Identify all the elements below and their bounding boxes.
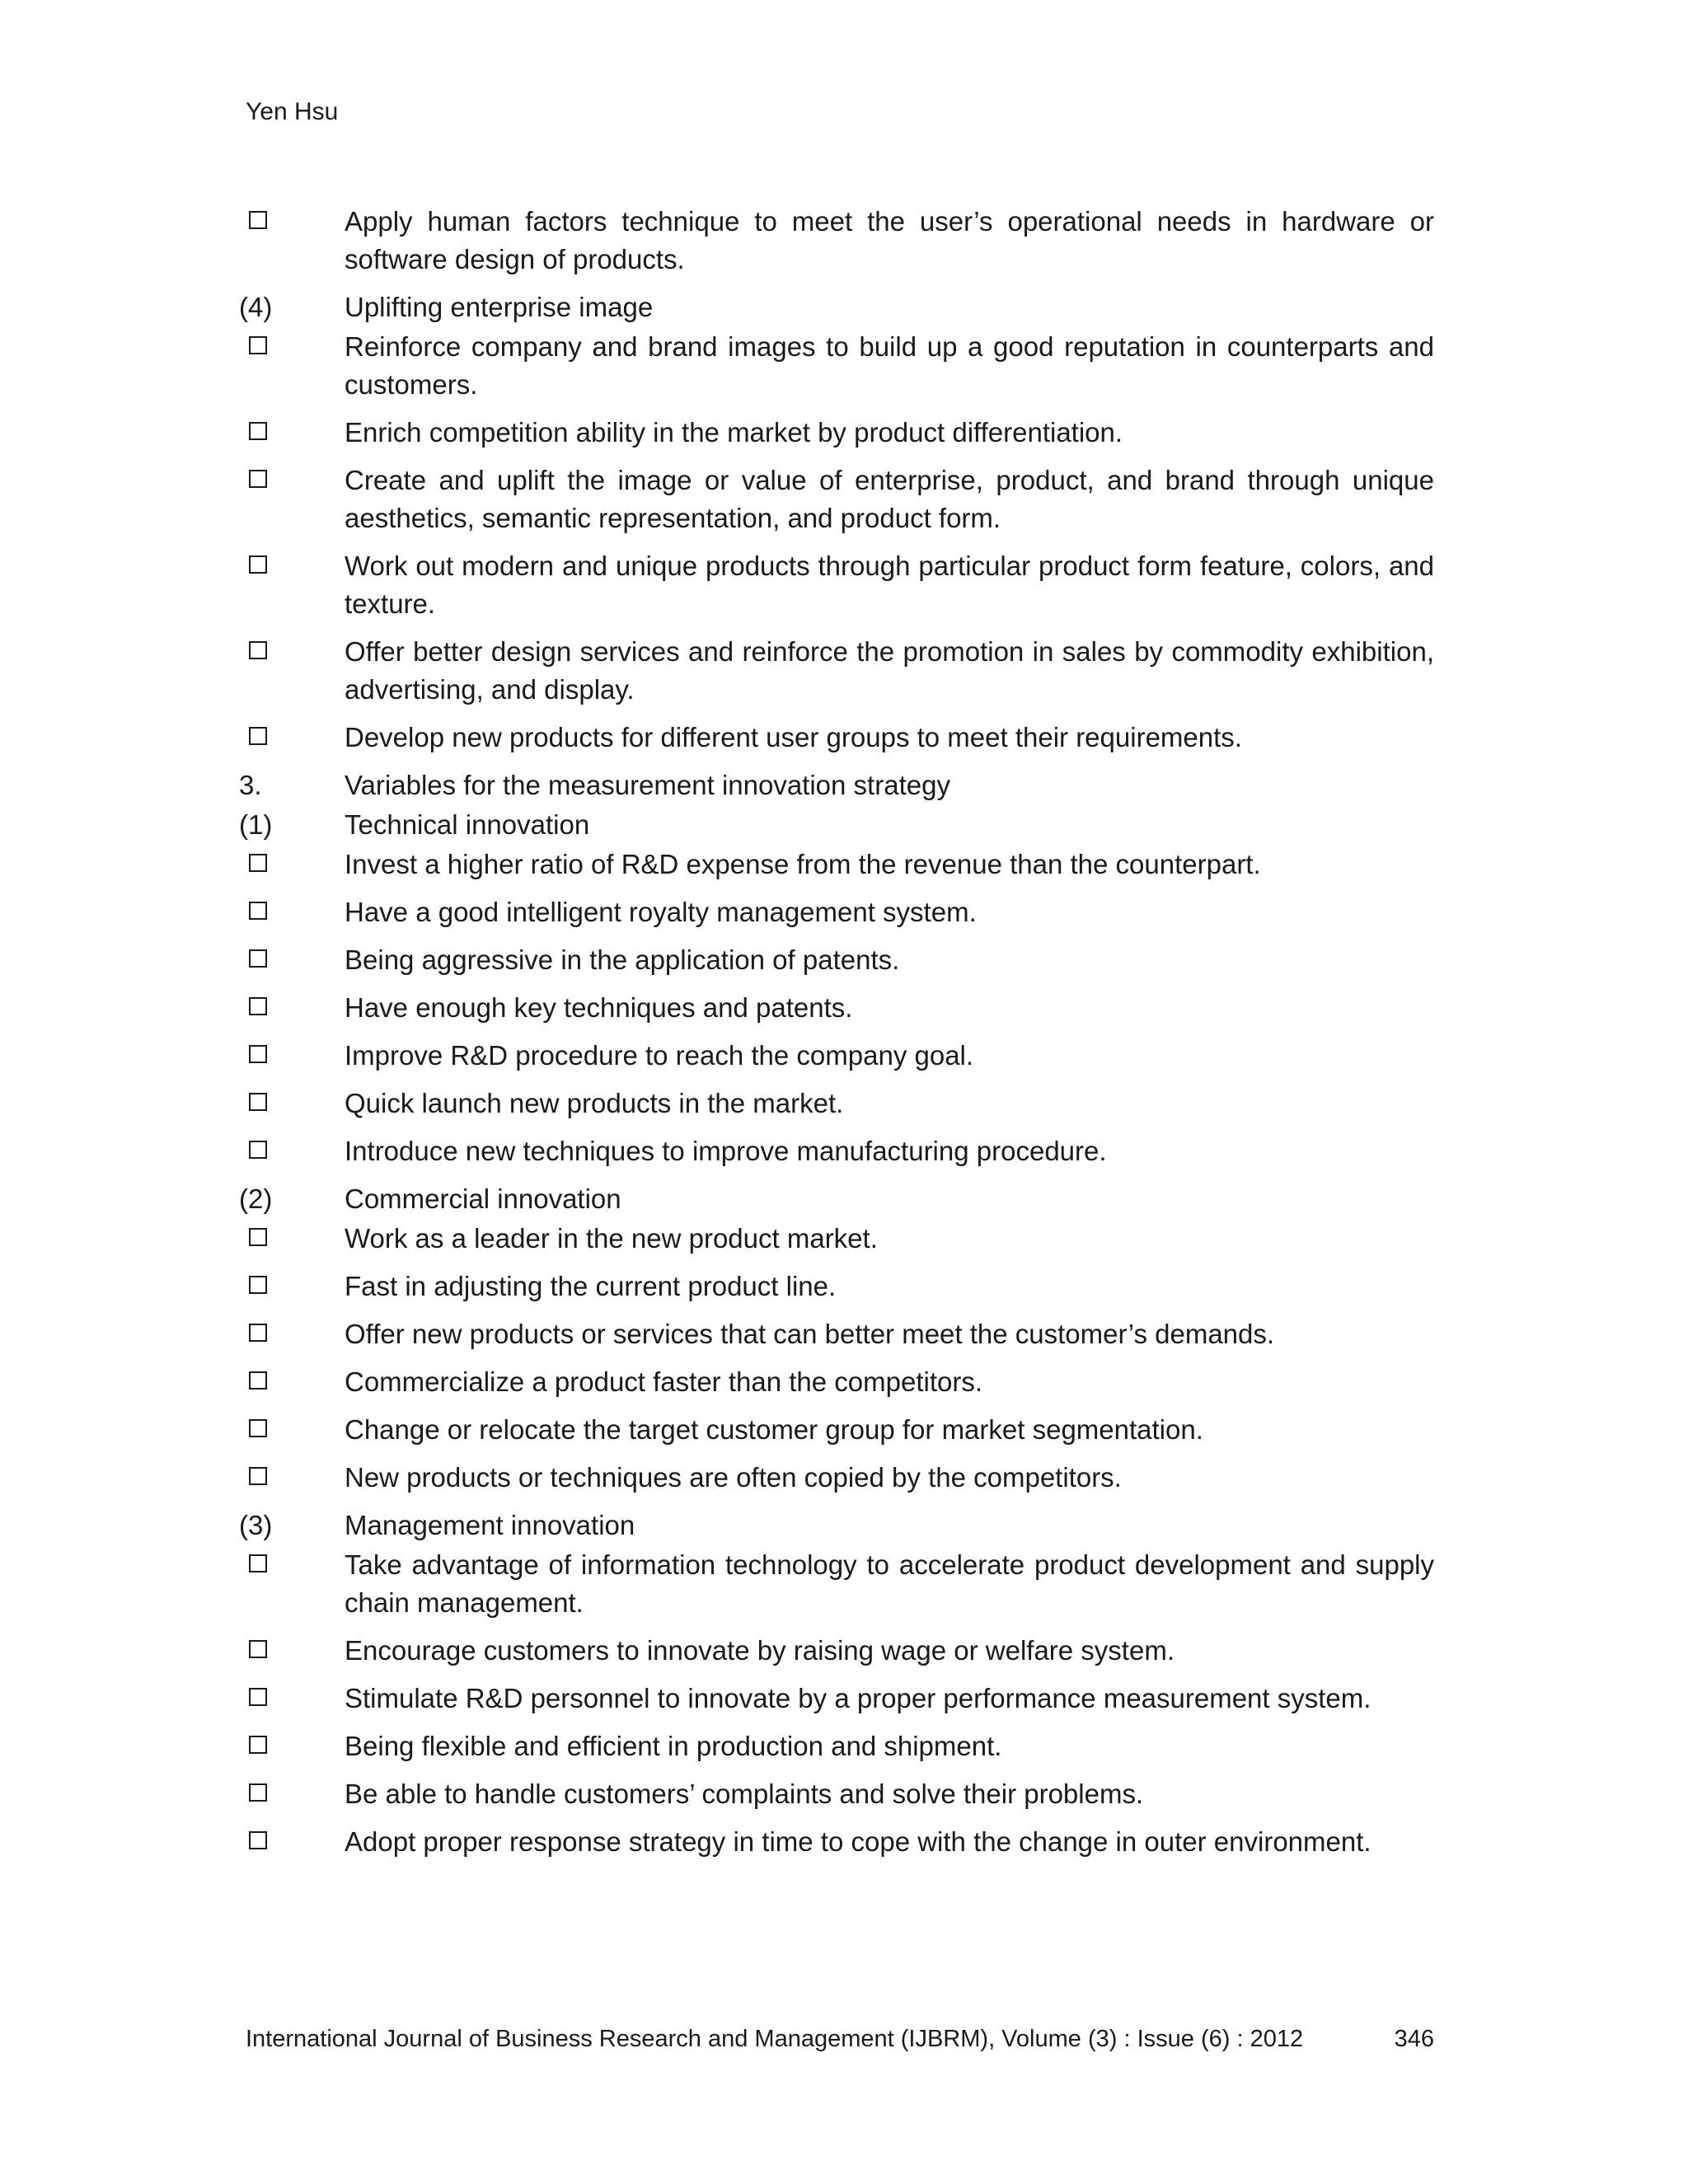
checkbox-list-item (246, 547, 1434, 623)
checkbox-list-item (246, 1268, 1434, 1305)
empty-checkbox-icon (249, 1141, 267, 1159)
checkbox-marker (246, 1037, 298, 1075)
empty-checkbox-icon (249, 1688, 267, 1706)
checkbox-list-item (246, 989, 1434, 1027)
list-item-text: Being aggressive in the application of patents. (345, 944, 900, 975)
checkbox-list-item (246, 1315, 1434, 1353)
empty-checkbox-icon (249, 1371, 267, 1390)
checkbox-list-item (246, 633, 1434, 709)
checkbox-list-item (246, 719, 1434, 757)
list-item-text: Change or relocate the target customer group for market segmentation. (345, 1414, 1203, 1445)
checkbox-marker (246, 633, 298, 671)
list-item-text: Create and uplift the image or value of enterprise, product, and brand through unique aesthetics, semantic representation, and product form. (345, 465, 1434, 533)
empty-checkbox-icon (249, 1419, 267, 1437)
list-item-text: Adopt proper response strategy in time to cope with the change in outer environment. (345, 1826, 1372, 1857)
section-heading (239, 1180, 1434, 1218)
empty-checkbox-icon (249, 555, 267, 574)
checkbox-list-item (246, 203, 1434, 279)
list-item-text: Enrich competition ability in the market by product differentiation. (345, 417, 1123, 448)
empty-checkbox-icon (249, 1736, 267, 1754)
heading-text: Commercial innovation (345, 1183, 621, 1214)
checkbox-list-item (246, 1680, 1434, 1718)
checkbox-marker (246, 1268, 298, 1305)
empty-checkbox-icon (249, 1554, 267, 1572)
checkbox-marker (246, 846, 298, 883)
checkbox-marker (246, 547, 298, 585)
checkbox-marker (246, 1632, 298, 1670)
section-heading (239, 1507, 1434, 1544)
empty-checkbox-icon (249, 1228, 267, 1246)
checkbox-marker (246, 1546, 298, 1584)
heading-number: (3) (239, 1510, 273, 1540)
list-item-text: Offer better design services and reinforce the promotion in sales by commodity exhibition, advertising, and display. (345, 636, 1434, 705)
footer-journal-citation: International Journal of Business Research and Management (IJBRM), Volume (3) : Issue (6) : 2012 (246, 2026, 1304, 2052)
checkbox-list-item (246, 893, 1434, 931)
list-item-text: Quick launch new products in the market. (345, 1088, 844, 1118)
heading-text: Variables for the measurement innovation strategy (345, 770, 950, 800)
checkbox-marker (246, 1823, 298, 1861)
checkbox-list-item (246, 414, 1434, 452)
heading-number: 3. (239, 770, 262, 800)
empty-checkbox-icon (249, 641, 267, 659)
list-item-text: Have a good intelligent royalty management system. (345, 897, 977, 927)
empty-checkbox-icon (249, 336, 267, 354)
list-item-text: Encourage customers to innovate by raising wage or welfare system. (345, 1635, 1175, 1666)
list-item-text: Stimulate R&D personnel to innovate by a proper performance measurement system. (345, 1683, 1372, 1713)
empty-checkbox-icon (249, 854, 267, 872)
checkbox-list-item (246, 941, 1434, 979)
checkbox-list-item (246, 1220, 1434, 1258)
checkbox-marker (246, 1220, 298, 1258)
list-item-text: Being flexible and efficient in production and shipment. (345, 1731, 1002, 1761)
list-item-text: Offer new products or services that can better meet the customer’s demands. (345, 1319, 1275, 1349)
checkbox-list-item (246, 1823, 1434, 1861)
checkbox-list-item (246, 462, 1434, 537)
checkbox-marker (246, 1680, 298, 1718)
empty-checkbox-icon (249, 1324, 267, 1342)
checkbox-marker (246, 893, 298, 931)
checkbox-marker (246, 1315, 298, 1353)
checkbox-marker (246, 462, 298, 499)
heading-text: Technical innovation (345, 809, 590, 840)
checkbox-marker (246, 989, 298, 1027)
list-item-text: Be able to handle customers’ complaints and solve their problems. (345, 1779, 1144, 1809)
empty-checkbox-icon (249, 902, 267, 920)
checkbox-marker (246, 414, 298, 452)
checkbox-marker (246, 1459, 298, 1497)
list-item-text: Fast in adjusting the current product line. (345, 1271, 837, 1301)
list-item-text: Commercialize a product faster than the competitors. (345, 1366, 983, 1397)
section-heading (239, 766, 1434, 804)
checkbox-marker (246, 1727, 298, 1765)
body-list (239, 203, 1434, 1871)
running-head-author: Yen Hsu (246, 98, 339, 125)
list-item-text: Invest a higher ratio of R&D expense from the revenue than the counterpart. (345, 849, 1261, 879)
list-item-text: Develop new products for different user groups to meet their requirements. (345, 722, 1242, 752)
list-item-text: Work as a leader in the new product market. (345, 1223, 878, 1254)
checkbox-marker (246, 941, 298, 979)
heading-number: (1) (239, 809, 273, 840)
section-heading (239, 806, 1434, 844)
checkbox-marker (246, 1085, 298, 1122)
checkbox-list-item (246, 1632, 1434, 1670)
list-item-text: Improve R&D procedure to reach the company goal. (345, 1040, 974, 1071)
empty-checkbox-icon (249, 727, 267, 745)
checkbox-marker (246, 719, 298, 757)
heading-text: Management innovation (345, 1510, 635, 1540)
checkbox-list-item (246, 1037, 1434, 1075)
section-heading (239, 288, 1434, 326)
checkbox-marker (246, 1132, 298, 1170)
empty-checkbox-icon (249, 1093, 267, 1111)
checkbox-marker (246, 1363, 298, 1401)
checkbox-list-item (246, 1727, 1434, 1765)
list-item-text: Work out modern and unique products through particular product form feature, colors, and texture. (345, 551, 1434, 619)
checkbox-marker (246, 1411, 298, 1449)
checkbox-list-item (246, 1411, 1434, 1449)
footer-page-number: 346 (1394, 2026, 1434, 2052)
list-item-text: Have enough key techniques and patents. (345, 992, 853, 1023)
checkbox-list-item (246, 1085, 1434, 1122)
checkbox-marker (246, 203, 298, 241)
empty-checkbox-icon (249, 1276, 267, 1294)
heading-text: Uplifting enterprise image (345, 292, 654, 322)
empty-checkbox-icon (249, 1640, 267, 1658)
checkbox-marker (246, 1775, 298, 1813)
list-item-text: Take advantage of information technology to accelerate product development and supply chain management. (345, 1549, 1434, 1618)
empty-checkbox-icon (249, 211, 267, 229)
empty-checkbox-icon (249, 1831, 267, 1849)
checkbox-marker (246, 328, 298, 366)
heading-number: (2) (239, 1183, 273, 1214)
empty-checkbox-icon (249, 949, 267, 968)
checkbox-list-item (246, 1546, 1434, 1622)
checkbox-list-item (246, 1363, 1434, 1401)
empty-checkbox-icon (249, 470, 267, 488)
empty-checkbox-icon (249, 1045, 267, 1063)
empty-checkbox-icon (249, 1467, 267, 1485)
checkbox-list-item (246, 1132, 1434, 1170)
checkbox-list-item (246, 846, 1434, 883)
list-item-text: Reinforce company and brand images to build up a good reputation in counterparts and customers. (345, 331, 1434, 400)
list-item-text: Apply human factors technique to meet the user’s operational needs in hardware or software design of products. (345, 206, 1434, 274)
list-item-text: New products or techniques are often copied by the competitors. (345, 1462, 1122, 1493)
empty-checkbox-icon (249, 422, 267, 440)
empty-checkbox-icon (249, 1783, 267, 1802)
heading-number: (4) (239, 292, 273, 322)
empty-checkbox-icon (249, 997, 267, 1015)
checkbox-list-item (246, 1459, 1434, 1497)
checkbox-list-item (246, 1775, 1434, 1813)
checkbox-list-item (246, 328, 1434, 404)
list-item-text: Introduce new techniques to improve manufacturing procedure. (345, 1136, 1107, 1166)
